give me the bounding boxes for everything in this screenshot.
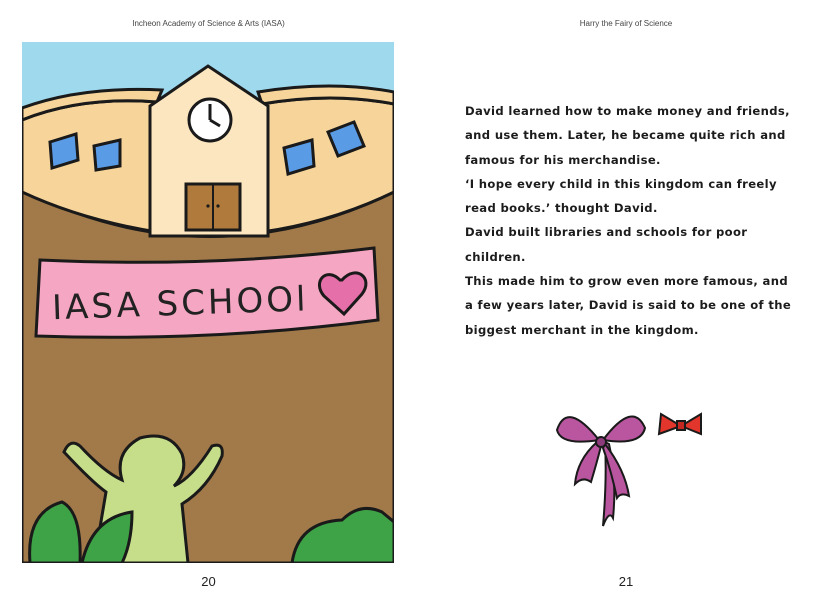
banner-text: IASA SCHOOl bbox=[51, 279, 310, 329]
left-running-header: Incheon Academy of Science & Arts (IASA) bbox=[132, 19, 285, 28]
ribbon-decorations bbox=[547, 400, 707, 535]
red-bow-tie-icon bbox=[659, 414, 701, 434]
story-line: famous for his merchandise. bbox=[465, 152, 661, 167]
clock-icon bbox=[189, 99, 231, 141]
story-line: read books.’ thought David. bbox=[465, 201, 658, 216]
story-line: David learned how to make money and friends, bbox=[465, 104, 790, 118]
story-line: David built libraries and schools for poor bbox=[465, 225, 748, 240]
left-page-number: 20 bbox=[201, 574, 216, 589]
story-line: and use them. Later, he became quite rich and bbox=[465, 128, 786, 143]
story-line: biggest merchant in the kingdom. bbox=[465, 322, 699, 337]
purple-ribbon-bow-icon bbox=[557, 416, 645, 526]
left-page bbox=[0, 0, 417, 603]
right-running-header: Harry the Fairy of Science bbox=[579, 19, 673, 28]
right-page-number: 21 bbox=[618, 574, 634, 589]
story-line: children. bbox=[465, 249, 526, 264]
window bbox=[94, 140, 120, 170]
story-text bbox=[465, 99, 792, 342]
right-page bbox=[417, 0, 835, 603]
story-line: a few years later, David is said to be one of the bbox=[465, 298, 792, 313]
story-line: ‘I hope every child in this kingdom can freely bbox=[465, 176, 777, 191]
ground bbox=[22, 190, 394, 563]
story-line: This made him to grow even more famous, and bbox=[465, 274, 788, 289]
school-illustration bbox=[22, 42, 394, 563]
